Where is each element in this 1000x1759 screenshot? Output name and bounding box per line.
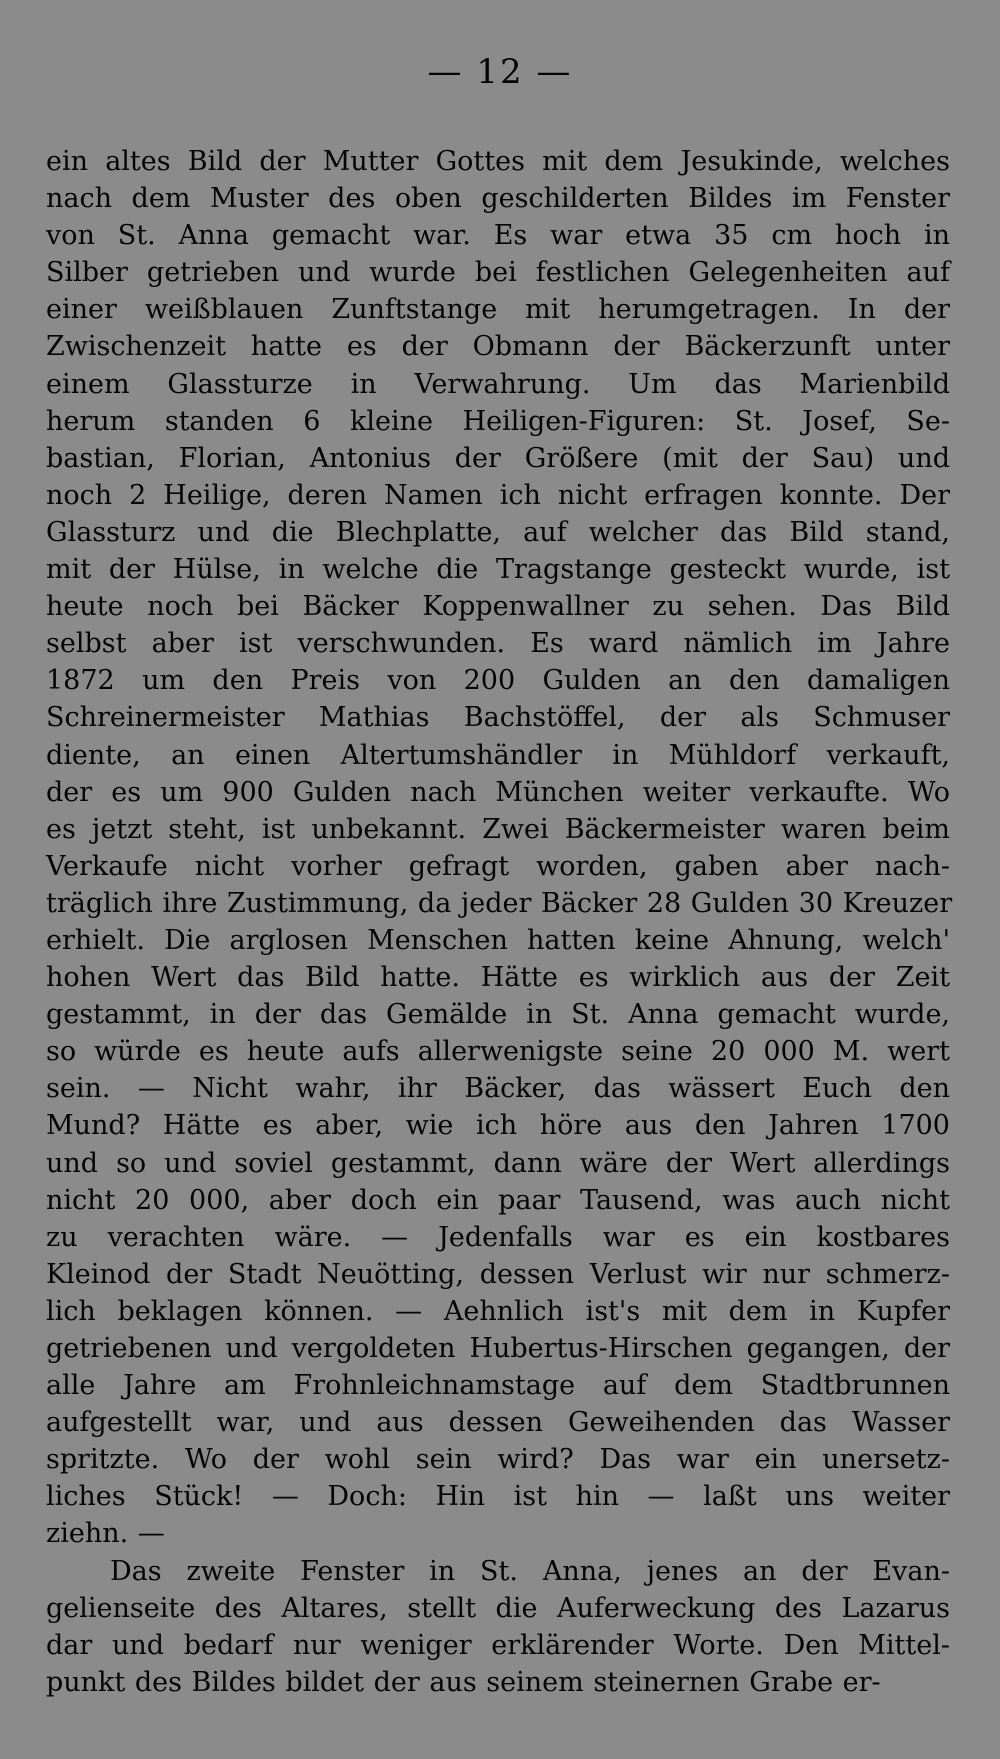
paragraph: [46, 1553, 950, 1701]
text-line: diente, an einen Altertumshändler in Mühldorf verkauft,: [46, 739, 950, 771]
text-line: zu verachten wäre. — Jedenfalls war es ein kostbares: [46, 1221, 950, 1253]
text-line: einem Glassturze in Verwahrung. Um das Marienbild: [46, 368, 950, 400]
text-line: heute noch bei Bäcker Koppenwallner zu sehen. Das Bild: [46, 591, 950, 623]
text-line: Das zweite Fenster in St. Anna, jenes an der Evan-: [110, 1555, 950, 1587]
text-line: lich beklagen können. — Aehnlich ist's mit dem in Kupfer: [46, 1295, 950, 1327]
text-line: erhielt. Die arglosen Menschen hatten keine Ahnung, welch': [46, 924, 950, 956]
text-line: ziehn. —: [46, 1518, 165, 1550]
text-line: 1872 um den Preis von 200 Gulden an den damaligen: [46, 665, 950, 697]
text-line: träglich ihre Zustimmung, da jeder Bäcker 28 Gulden 30 Kreuzer: [46, 887, 953, 919]
text-line: herum standen 6 kleine Heiligen-Figuren: St. Josef, Se-: [46, 405, 950, 437]
text-line: und so und soviel gestammt, dann wäre der Wert allerdings: [46, 1147, 950, 1179]
text-line: Zwischenzeit hatte es der Obmann der Bäckerzunft unter: [46, 331, 950, 363]
text-line: bastian, Florian, Antonius der Größere (mit der Sau) und: [46, 442, 950, 474]
text-line: sein. — Nicht wahr, ihr Bäcker, das wässert Euch den: [46, 1073, 950, 1105]
text-line: es jetzt steht, ist unbekannt. Zwei Bäckermeister waren beim: [46, 813, 950, 845]
paragraph: [46, 143, 953, 1553]
text-line: Silber getrieben und wurde bei festlichen Gelegenheiten auf: [46, 257, 950, 289]
body-text: [46, 143, 953, 1701]
text-line: selbst aber ist verschwunden. Es ward nämlich im Jahre: [46, 628, 950, 660]
text-line: hohen Wert das Bild hatte. Hätte es wirklich aus der Zeit: [46, 962, 950, 994]
text-line: getriebenen und vergoldeten Hubertus-Hirschen gegangen, der: [46, 1333, 950, 1364]
text-line: aufgestellt war, und aus dessen Geweihenden das Wasser: [46, 1407, 950, 1439]
text-line: Verkaufe nicht vorher gefragt worden, gaben aber nach-: [46, 850, 950, 882]
text-line: nicht 20 000, aber doch ein paar Tausend, was auch nicht: [46, 1184, 950, 1216]
text-line: liches Stück! — Doch: Hin ist hin — laßt uns weiter: [46, 1481, 950, 1513]
text-line: von St. Anna gemacht war. Es war etwa 35 cm hoch in: [46, 220, 950, 252]
text-line: noch 2 Heilige, deren Namen ich nicht erfragen konnte. Der: [46, 479, 950, 511]
text-line: gestammt, in der das Gemälde in St. Anna gemacht wurde,: [46, 999, 950, 1031]
text-line: Glassturz und die Blechplatte, auf welcher das Bild stand,: [46, 516, 950, 548]
text-line: so würde es heute aufs allerwenigste seine 20 000 M. wert: [46, 1036, 950, 1068]
text-line: alle Jahre am Frohnleichnamstage auf dem Stadtbrunnen: [46, 1370, 950, 1402]
text-line: punkt des Bildes bildet der aus seinem steinernen Grabe er-: [46, 1666, 881, 1698]
page-number: — 12 —: [427, 52, 573, 92]
text-line: spritzte. Wo der wohl sein wird? Das war ein unersetz-: [46, 1444, 950, 1476]
text-line: dar und bedarf nur weniger erklärender Worte. Den Mittel-: [46, 1629, 950, 1661]
text-line: Kleinod der Stadt Neuötting, dessen Verlust wir nur schmerz-: [46, 1258, 950, 1290]
text-line: einer weißblauen Zunftstange mit herumgetragen. In der: [46, 294, 950, 326]
text-line: ein altes Bild der Mutter Gottes mit dem Jesukinde, welches: [46, 146, 950, 177]
text-line: Schreinermeister Mathias Bachstöffel, der als Schmuser: [46, 702, 950, 734]
text-line: der es um 900 Gulden nach München weiter verkaufte. Wo: [46, 776, 950, 808]
text-line: gelienseite des Altares, stellt die Auferweckung des Lazarus: [46, 1592, 950, 1624]
text-line: nach dem Muster des oben geschilderten Bildes im Fenster: [46, 183, 950, 215]
text-line: Mund? Hätte es aber, wie ich höre aus den Jahren 1700: [46, 1110, 950, 1142]
text-line: mit der Hülse, in welche die Tragstange gesteckt wurde, ist: [46, 554, 950, 586]
